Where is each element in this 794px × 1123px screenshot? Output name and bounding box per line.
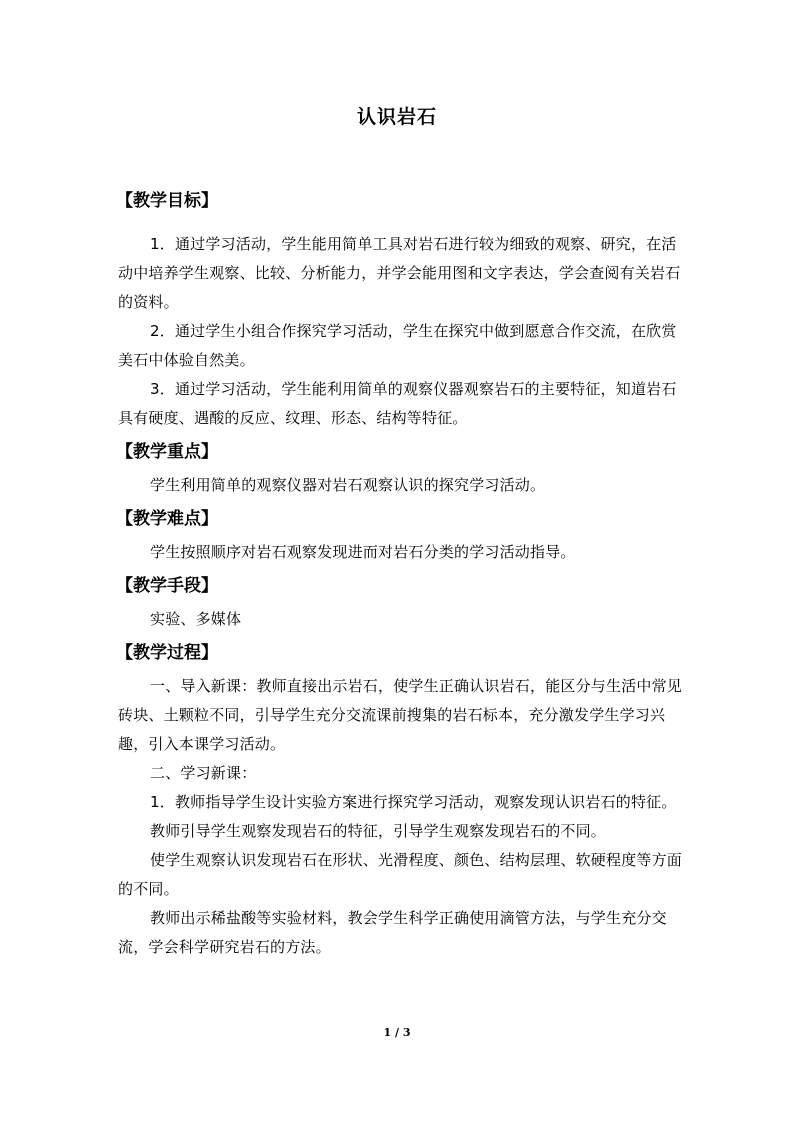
process-paragraph-5: 使学生观察认识发现岩石在形状、光滑程度、颜色、结构层理、软硬程度等方面的不同。	[118, 851, 683, 898]
document-title: 认识岩石	[356, 106, 437, 128]
goal-item-2: 2．通过学生小组合作探究学习活动，学生在探究中做到愿意合作交流，在欣赏美石中体验自然美。	[118, 322, 677, 369]
process-paragraph-1: 一、导入新课：教师直接出示岩石，使学生正确认识岩石，能区分与生活中常见砖块、土颗粒不同，引导学生充分交流课前搜集的岩石标本，充分激发学生学习兴趣，引入本课学习活动。	[118, 677, 683, 753]
process-paragraph-2: 二、学习新课：	[150, 764, 257, 782]
goal-item-3: 3．通过学习活动，学生能利用简单的观察仪器观察岩石的主要特征，知道岩石具有硬度、遇酸的反应、纹理、形态、结构等特征。	[118, 380, 677, 427]
process-paragraph-6: 教师出示稀盐酸等实验材料，教会学生科学正确使用滴管方法，与学生充分交流，学会科学研究岩石的方法。	[118, 909, 667, 956]
page-number: 1 / 3	[383, 1026, 411, 1039]
difficulties-text: 学生按照顺序对岩石观察发现进而对岩石分类的学习活动指导。	[150, 543, 576, 561]
section-heading-difficulties: 【教学难点】	[116, 509, 218, 529]
document-body	[118, 188, 682, 962]
key-points-text: 学生利用简单的观察仪器对岩石观察认识的探究学习活动。	[150, 476, 546, 494]
section-heading-means: 【教学手段】	[116, 576, 218, 596]
process-paragraph-3: 1．教师指导学生设计实验方案进行探究学习活动，观察发现认识岩石的特征。	[150, 793, 677, 811]
means-text: 实验、多媒体	[150, 610, 242, 628]
process-paragraph-4: 教师引导学生观察发现岩石的特征，引导学生观察发现岩石的不同。	[150, 822, 607, 840]
section-heading-goals: 【教学目标】	[116, 191, 218, 211]
section-heading-process: 【教学过程】	[116, 643, 218, 663]
section-heading-key-points: 【教学重点】	[116, 442, 218, 462]
goal-item-1: 1．通过学习活动，学生能用简单工具对岩石进行较为细致的观察、研究，在活动中培养学生观察、比较、分析能力，并学会能用图和文字表达，学会查阅有关岩石的资料。	[118, 235, 681, 311]
